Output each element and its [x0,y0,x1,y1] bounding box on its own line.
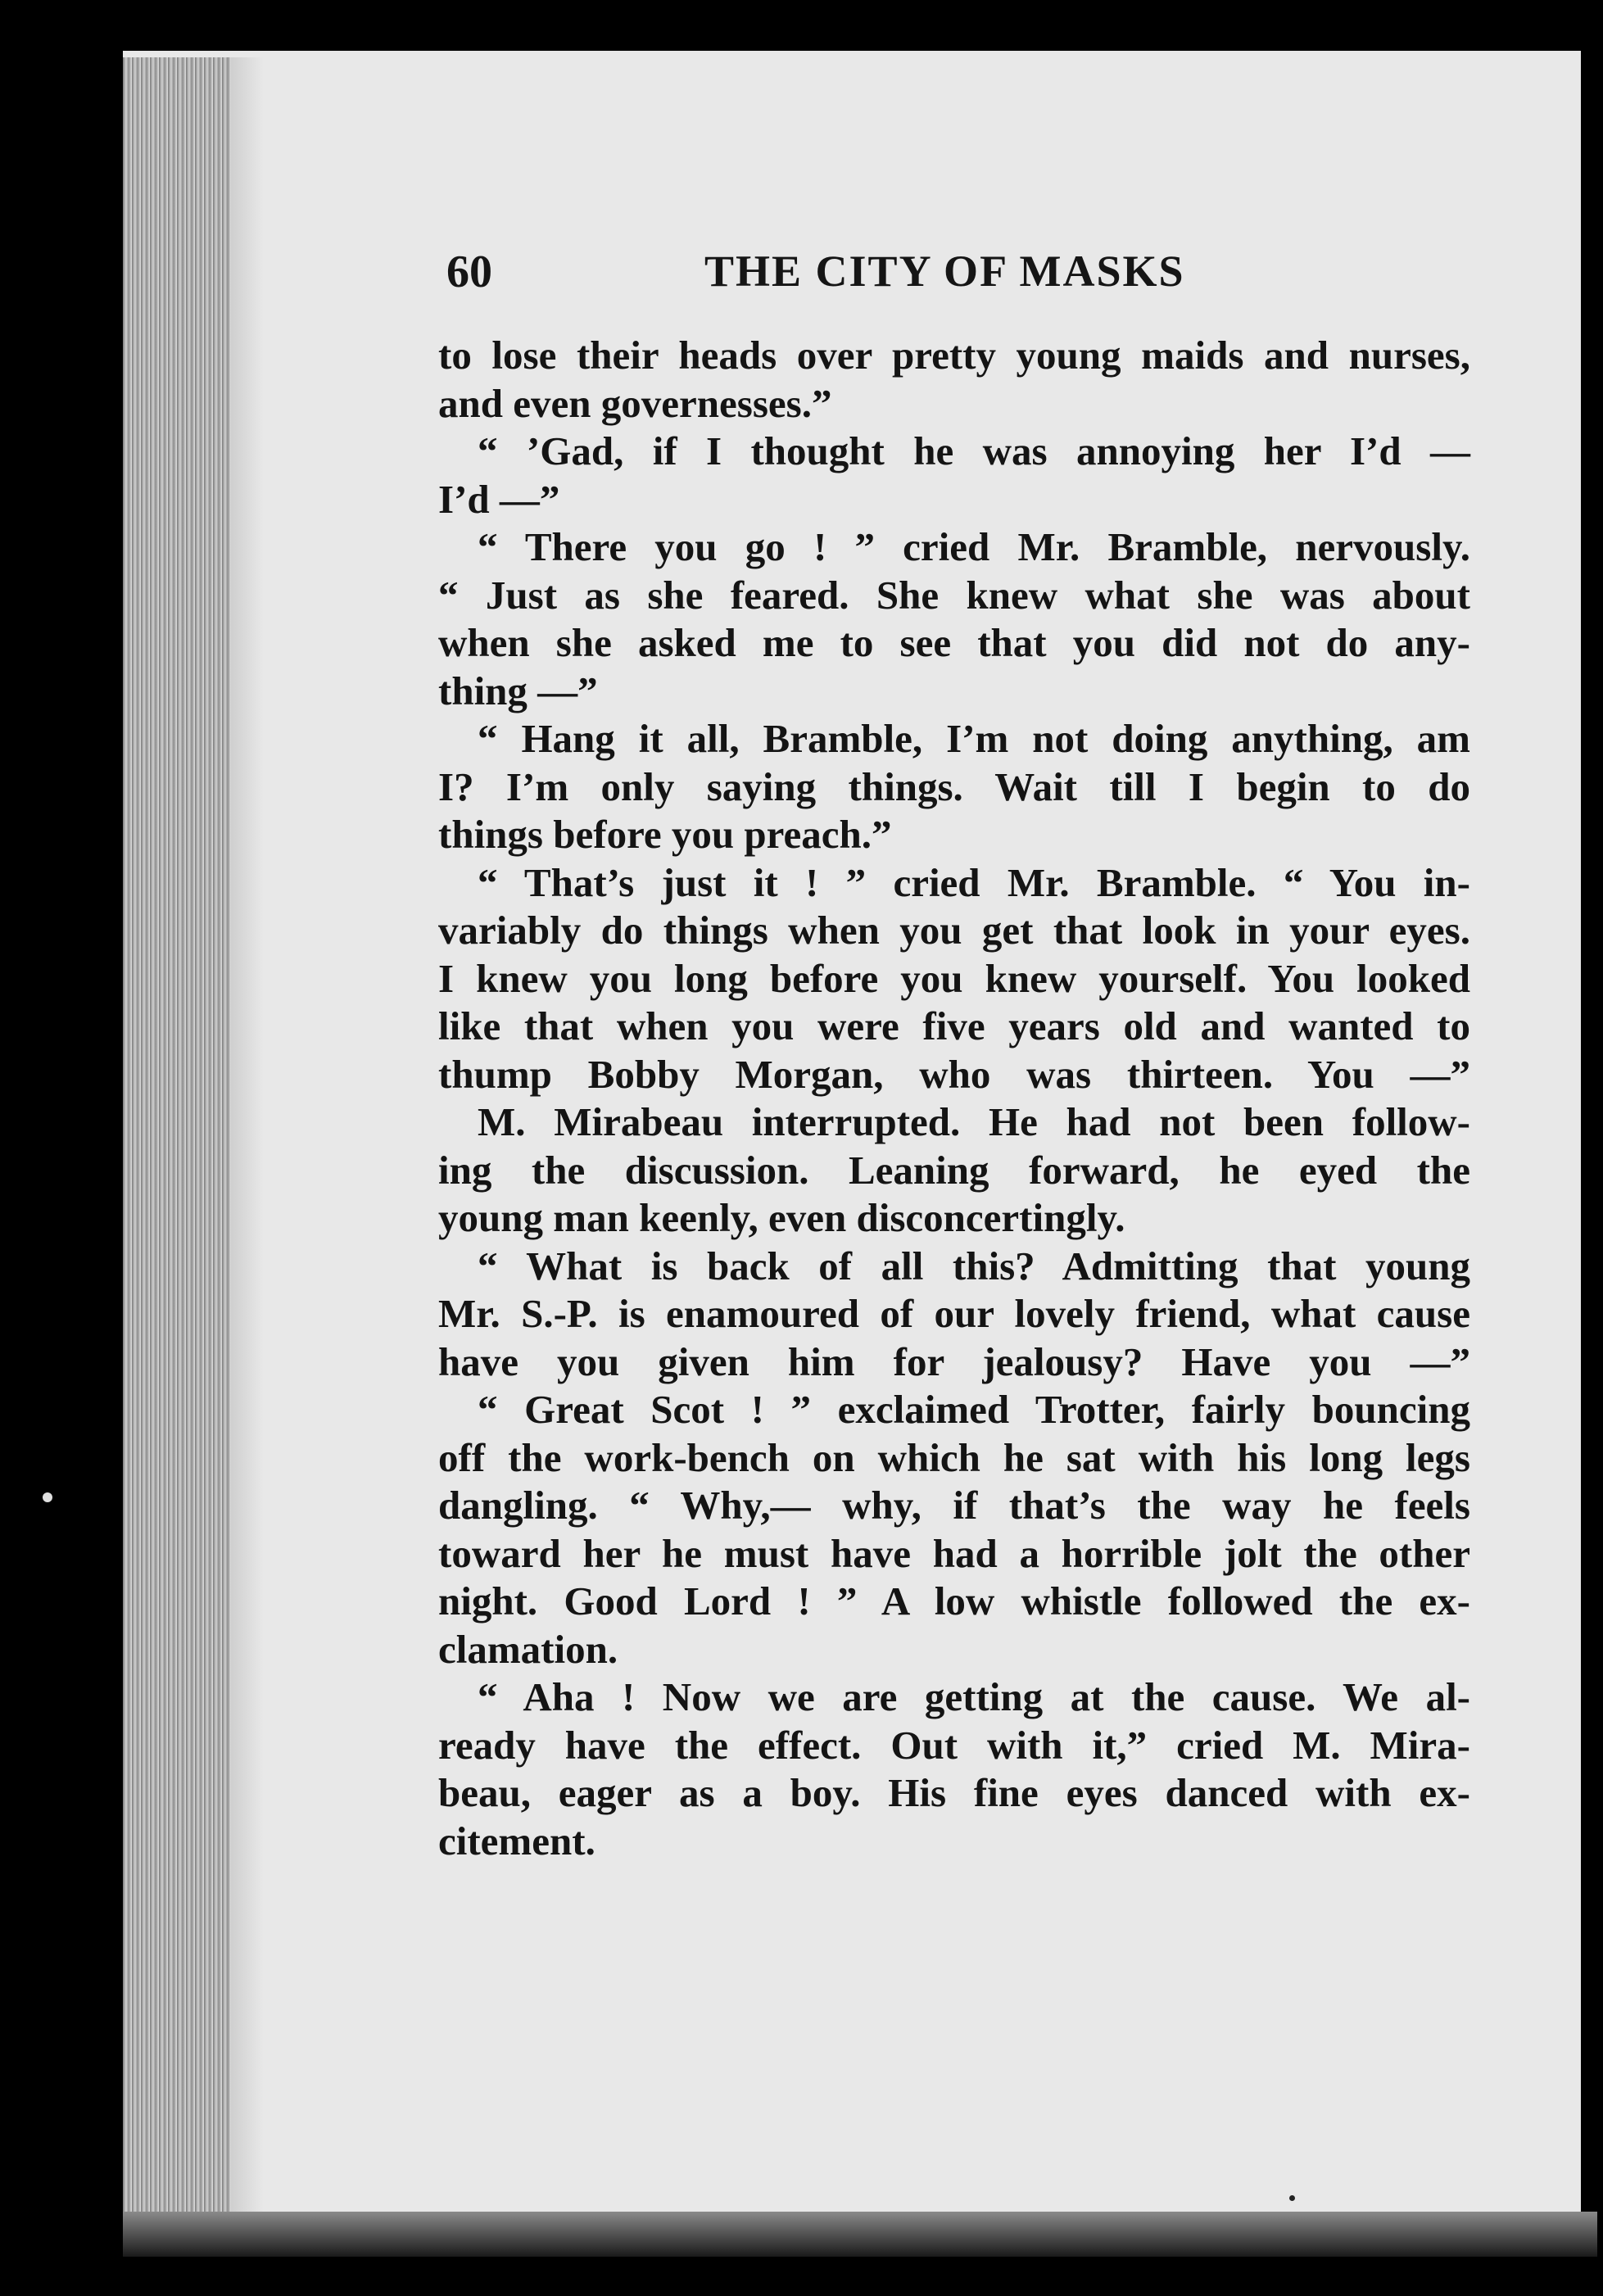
scan-speck [1289,2195,1295,2201]
text-line: “ That’s just it ! ” cried Mr. Bramble. “ You in- [478,859,1470,905]
running-title: THE CITY OF MASKS [704,247,1185,296]
text-line: “ Aha ! Now we are getting at the cause. We al- [478,1674,1470,1719]
text-line: citement. [438,1818,595,1864]
text-line: “ Great Scot ! ” exclaimed Trotter, fairly bouncing [478,1387,1470,1432]
text-line: “ What is back of all this? Admitting that young [478,1243,1470,1288]
text-line: “ Hang it all, Bramble, I’m not doing anything, am [478,716,1470,761]
text-line: Mr. S.-P. is enamoured of our lovely friend, what cause [438,1291,1470,1336]
text-line: I? I’m only saying things. Wait till I begin to do [438,763,1470,809]
text-line: beau, eager as a boy. His fine eyes danced with ex- [438,1770,1470,1815]
text-line: clamation. [438,1626,618,1672]
text-line: young man keenly, even disconcertingly. [438,1195,1125,1240]
text-line: variably do things when you get that look in your eyes. [438,908,1470,953]
text-line: ready have the effect. Out with it,” cried M. Mira- [438,1722,1470,1768]
text-line: night. Good Lord ! ” A low whistle followed the ex- [438,1578,1470,1624]
text-line: toward her he must have had a horrible jolt the other [438,1530,1470,1576]
text-line: when she asked me to see that you did not do any- [438,620,1470,665]
text-line: “ Just as she feared. She knew what she was about [438,572,1470,618]
text-line: thing —” [438,668,598,713]
text-line: I knew you long before you knew yourself. You looked [438,955,1470,1001]
text-line: “ ’Gad, if I thought he was annoying her I’d — [478,428,1470,473]
text-line: things before you preach.” [438,812,892,857]
text-line: M. Mirabeau interrupted. He had not been follow- [478,1099,1470,1144]
gutter-shading [231,57,264,2212]
text-line: off the work-bench on which he sat with his long legs [438,1434,1470,1480]
text-line: I’d —” [438,476,560,522]
text-line: to lose their heads over pretty young maids and nurses, [438,333,1470,378]
text-line: thump Bobby Morgan, who was thirteen. You —” [438,1051,1470,1097]
bottom-shadow [123,2212,1597,2257]
page-number: 60 [446,247,492,297]
text-line: ing the discussion. Leaning forward, he eyed the [438,1147,1470,1193]
text-line: have you given him for jealousy? Have you —” [438,1338,1470,1384]
scan-speck [43,1492,52,1502]
page-edges [123,57,238,2212]
text-line: dangling. “ Why,— why, if that’s the way he feels [438,1483,1470,1528]
text-line: and even governesses.” [438,380,832,426]
text-line: like that when you were five years old and wanted to [438,1003,1470,1048]
body-text [438,332,1470,1865]
text-line: “ There you go ! ” cried Mr. Bramble, nervously. [478,524,1470,569]
